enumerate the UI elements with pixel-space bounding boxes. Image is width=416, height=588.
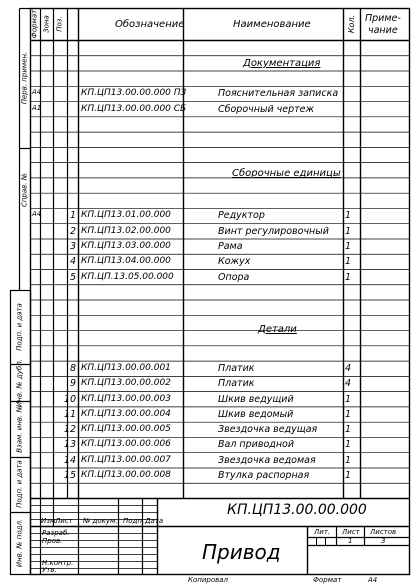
row-name: Втулка распорная xyxy=(218,469,310,481)
margin-inv-podl: Инв. № подл. xyxy=(15,518,24,568)
row-designation: КП.ЦП13.00.00.003 xyxy=(81,393,171,404)
tb-list-label: Лист xyxy=(342,528,360,536)
tb-prov: Пров. xyxy=(42,537,63,545)
row-designation: КП.ЦП13.00.00.004 xyxy=(81,408,171,419)
row-pos: 3 xyxy=(69,240,76,252)
row-designation: КП.ЦП13.00.00.001 xyxy=(81,363,171,374)
row-pos: 11 xyxy=(63,408,76,420)
row-qty: 1 xyxy=(345,424,352,436)
row-pos: 2 xyxy=(69,225,76,237)
row-qty: 1 xyxy=(345,408,352,420)
row-format: А4 xyxy=(32,210,42,219)
row-pos: 8 xyxy=(69,363,76,375)
footer-copied: Копировал xyxy=(188,576,228,584)
row-designation: КП.ЦП13.00.00.002 xyxy=(81,378,171,389)
row-qty: 1 xyxy=(345,240,352,252)
tb-col-izm: Изм. xyxy=(41,517,58,525)
tb-lit-label: Лит. xyxy=(314,528,331,536)
row-designation: КП.ЦП13.04.00.000 xyxy=(81,256,171,267)
tb-listov-value: 3 xyxy=(381,537,386,545)
row-name: Звездочка ведущая xyxy=(218,424,318,436)
row-pos: 5 xyxy=(69,271,76,283)
row-name: Платик xyxy=(218,378,255,390)
row-designation: КП.ЦП13.00.00.007 xyxy=(81,454,171,465)
header-format: Формат xyxy=(30,9,39,39)
header-note-line2: чание xyxy=(368,25,398,36)
tb-col-podp: Подп. xyxy=(123,517,145,525)
row-designation: КП.ЦП.13.05.00.000 xyxy=(81,271,174,282)
section-assembly-units: Сборочные единицы xyxy=(232,168,341,179)
tb-razrab: Разраб. xyxy=(42,529,70,537)
row-designation: КП.ЦП13.00.00.000 ПЗ xyxy=(81,88,187,99)
row-qty: 4 xyxy=(345,378,352,390)
row-name: Шкив ведущий xyxy=(218,393,294,405)
row-pos: 13 xyxy=(63,439,76,451)
row-designation: КП.ЦП13.02.00.000 xyxy=(81,225,171,236)
tb-listov-label: Листов xyxy=(370,528,397,536)
row-name: Пояснительная записка xyxy=(218,88,339,100)
header-qty: Кол. xyxy=(347,14,356,34)
row-qty: 1 xyxy=(345,225,352,237)
header-pos: Поз. xyxy=(55,16,64,32)
margin-sprav-no: Справ. № xyxy=(20,172,29,208)
tb-col-data: Дата xyxy=(145,517,164,525)
row-name: Опора xyxy=(218,271,250,283)
row-pos: 14 xyxy=(63,454,76,466)
row-name: Винт регулировочный xyxy=(218,225,329,237)
tb-list-value: 1 xyxy=(348,537,353,545)
row-name: Вал приводной xyxy=(218,439,295,451)
row-qty: 1 xyxy=(345,256,352,268)
row-designation: КП.ЦП13.01.00.000 xyxy=(81,210,171,221)
row-qty: 1 xyxy=(345,469,352,481)
header-note-line1: Приме- xyxy=(365,13,401,24)
row-name: Сборочный чертеж xyxy=(218,103,315,115)
header-name: Наименование xyxy=(233,19,311,30)
row-name: Шкив ведомый xyxy=(218,408,294,420)
row-pos: 9 xyxy=(69,378,76,390)
row-qty: 4 xyxy=(345,363,352,375)
tb-n-kontr: Н.контр. xyxy=(42,559,74,567)
row-qty: 1 xyxy=(345,271,352,283)
row-pos: 10 xyxy=(63,393,76,405)
row-qty: 1 xyxy=(345,454,352,466)
row-name: Рама xyxy=(218,240,243,252)
row-designation: КП.ЦП13.00.00.005 xyxy=(81,424,171,435)
row-qty: 1 xyxy=(345,393,352,405)
tb-utv: Утв. xyxy=(42,566,57,574)
row-qty: 1 xyxy=(345,439,352,451)
row-designation: КП.ЦП13.03.00.000 xyxy=(81,240,171,251)
margin-inv-dubl: Инв. № дубл. xyxy=(15,359,24,407)
footer-format-label: Формат xyxy=(313,576,342,584)
row-designation: КП.ЦП13.00.00.006 xyxy=(81,439,171,450)
row-designation: КП.ЦП13.00.00.000 СБ xyxy=(81,103,187,114)
row-name: Кожух xyxy=(218,256,251,268)
footer-format-value: А4 xyxy=(368,576,378,584)
header-zone: Зона xyxy=(42,15,51,33)
row-name: Звездочка ведомая xyxy=(218,454,316,466)
row-pos: 15 xyxy=(63,469,76,481)
row-pos: 1 xyxy=(69,210,76,222)
tb-col-list: Лист xyxy=(55,517,73,525)
margin-podp-data-1: Подп. и дата xyxy=(15,303,24,351)
header-designation: Обозначение xyxy=(115,19,185,30)
margin-vzam-inv: Взам. инв. № xyxy=(15,405,24,453)
row-qty: 1 xyxy=(345,210,352,222)
row-name: Редуктор xyxy=(218,210,265,222)
row-format: А4 xyxy=(32,88,42,97)
row-format: А1 xyxy=(32,103,42,112)
tb-col-doc-no: № докум. xyxy=(83,517,118,525)
section-documentation: Документация xyxy=(243,58,321,69)
margin-podp-data-2: Подп. и дата xyxy=(15,460,24,508)
tb-title: Привод xyxy=(202,540,281,564)
section-parts: Детали xyxy=(258,324,297,335)
row-pos: 4 xyxy=(69,256,76,268)
margin-perv-primen: Перв. примен. xyxy=(20,51,29,105)
row-designation: КП.ЦП13.00.00.008 xyxy=(81,469,171,480)
row-pos: 12 xyxy=(63,424,76,436)
tb-doc-code: КП.ЦП13.00.00.000 xyxy=(227,502,367,518)
row-name: Платик xyxy=(218,363,255,375)
